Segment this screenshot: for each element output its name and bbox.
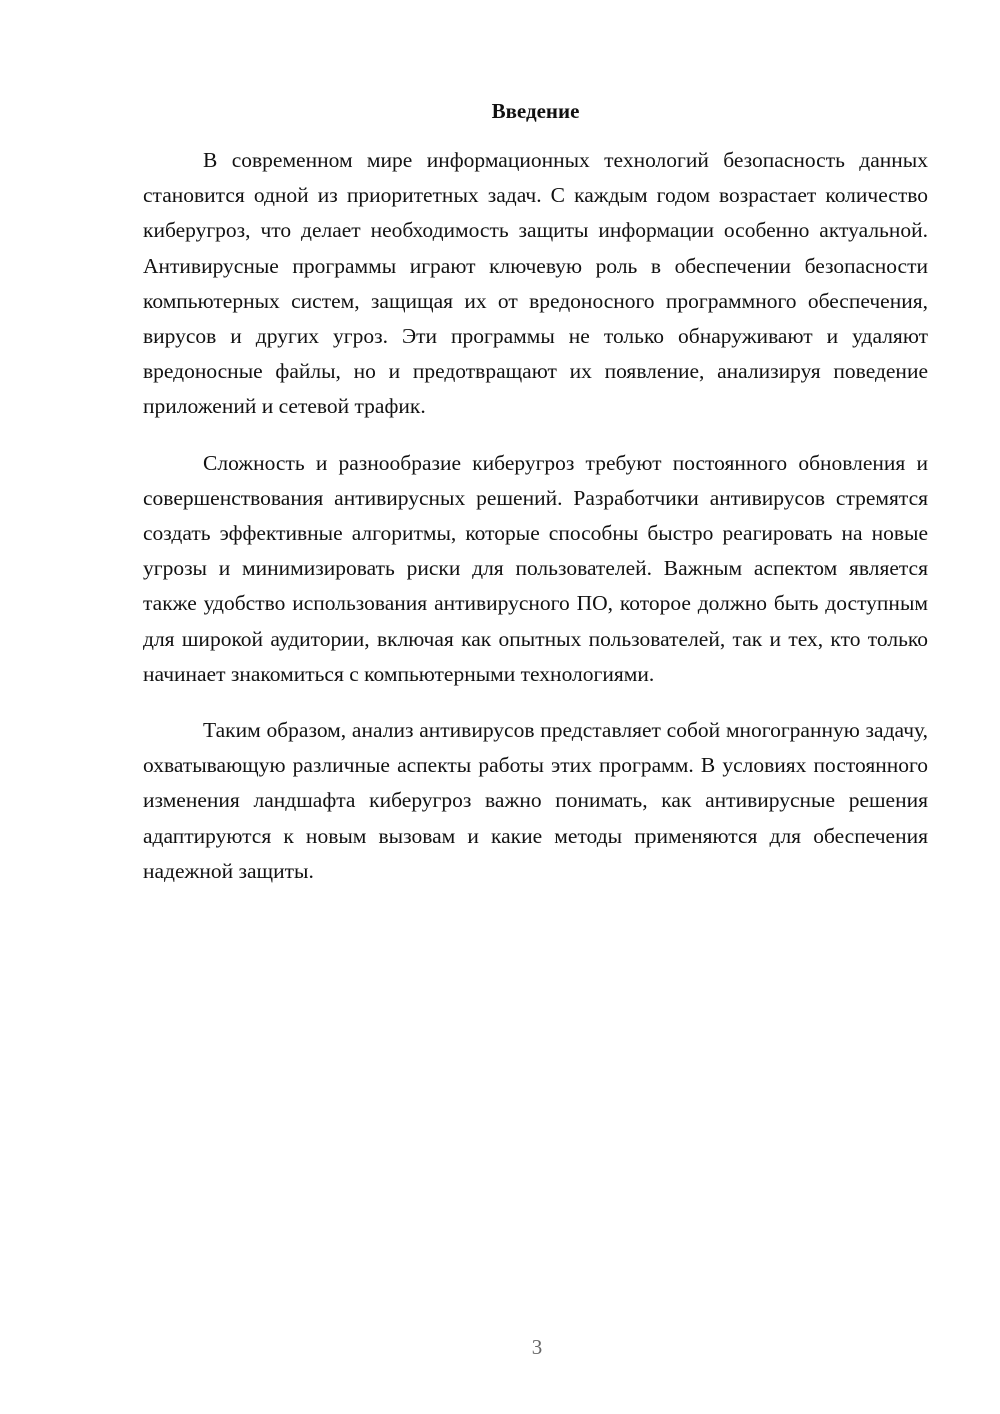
paragraph-1: В современном мире информационных технологий безопасность данных становится одной из приоритетных задач. С каждым годом возрастает количество киберугроз, что делает необходимость защиты информации особенно актуальной. Антивирусные программы играют ключевую роль в обеспечении безопасности компьютерных систем, защищая их от вредоносного программного обеспечения, вирусов и других угроз. Эти программы не только обнаруживают и удаляют вредоносные файлы, но и предотвращают их появление, анализируя поведение приложений и сетевой трафик. [143,148,928,419]
paragraph-2: Сложность и разнообразие киберугроз требуют постоянного обновления и совершенствования антивирусных решений. Разработчики антивирусов стремятся создать эффективные алгоритмы, которые способны быстро реагировать на новые угрозы и минимизировать риски для пользователей. Важным аспектом является также удобство использования антивирусного ПО, которое должно быть доступным для широкой аудитории, включая как опытных пользователей, так и тех, кто только начинает знакомиться с компьютерными технологиями. [143,450,928,686]
section-heading: Введение [491,99,580,123]
page-content [143,95,928,889]
paragraph-3: Таким образом, анализ антивирусов представляет собой многогранную задачу, охватывающую различные аспекты работы этих программ. В условиях постоянного изменения ландшафта киберугроз важно понимать, как антивирусные решения адаптируются к новым вызовам и какие методы применяются для обеспечения надежной защиты. [143,718,928,883]
page-number: 3 [531,1335,543,1359]
